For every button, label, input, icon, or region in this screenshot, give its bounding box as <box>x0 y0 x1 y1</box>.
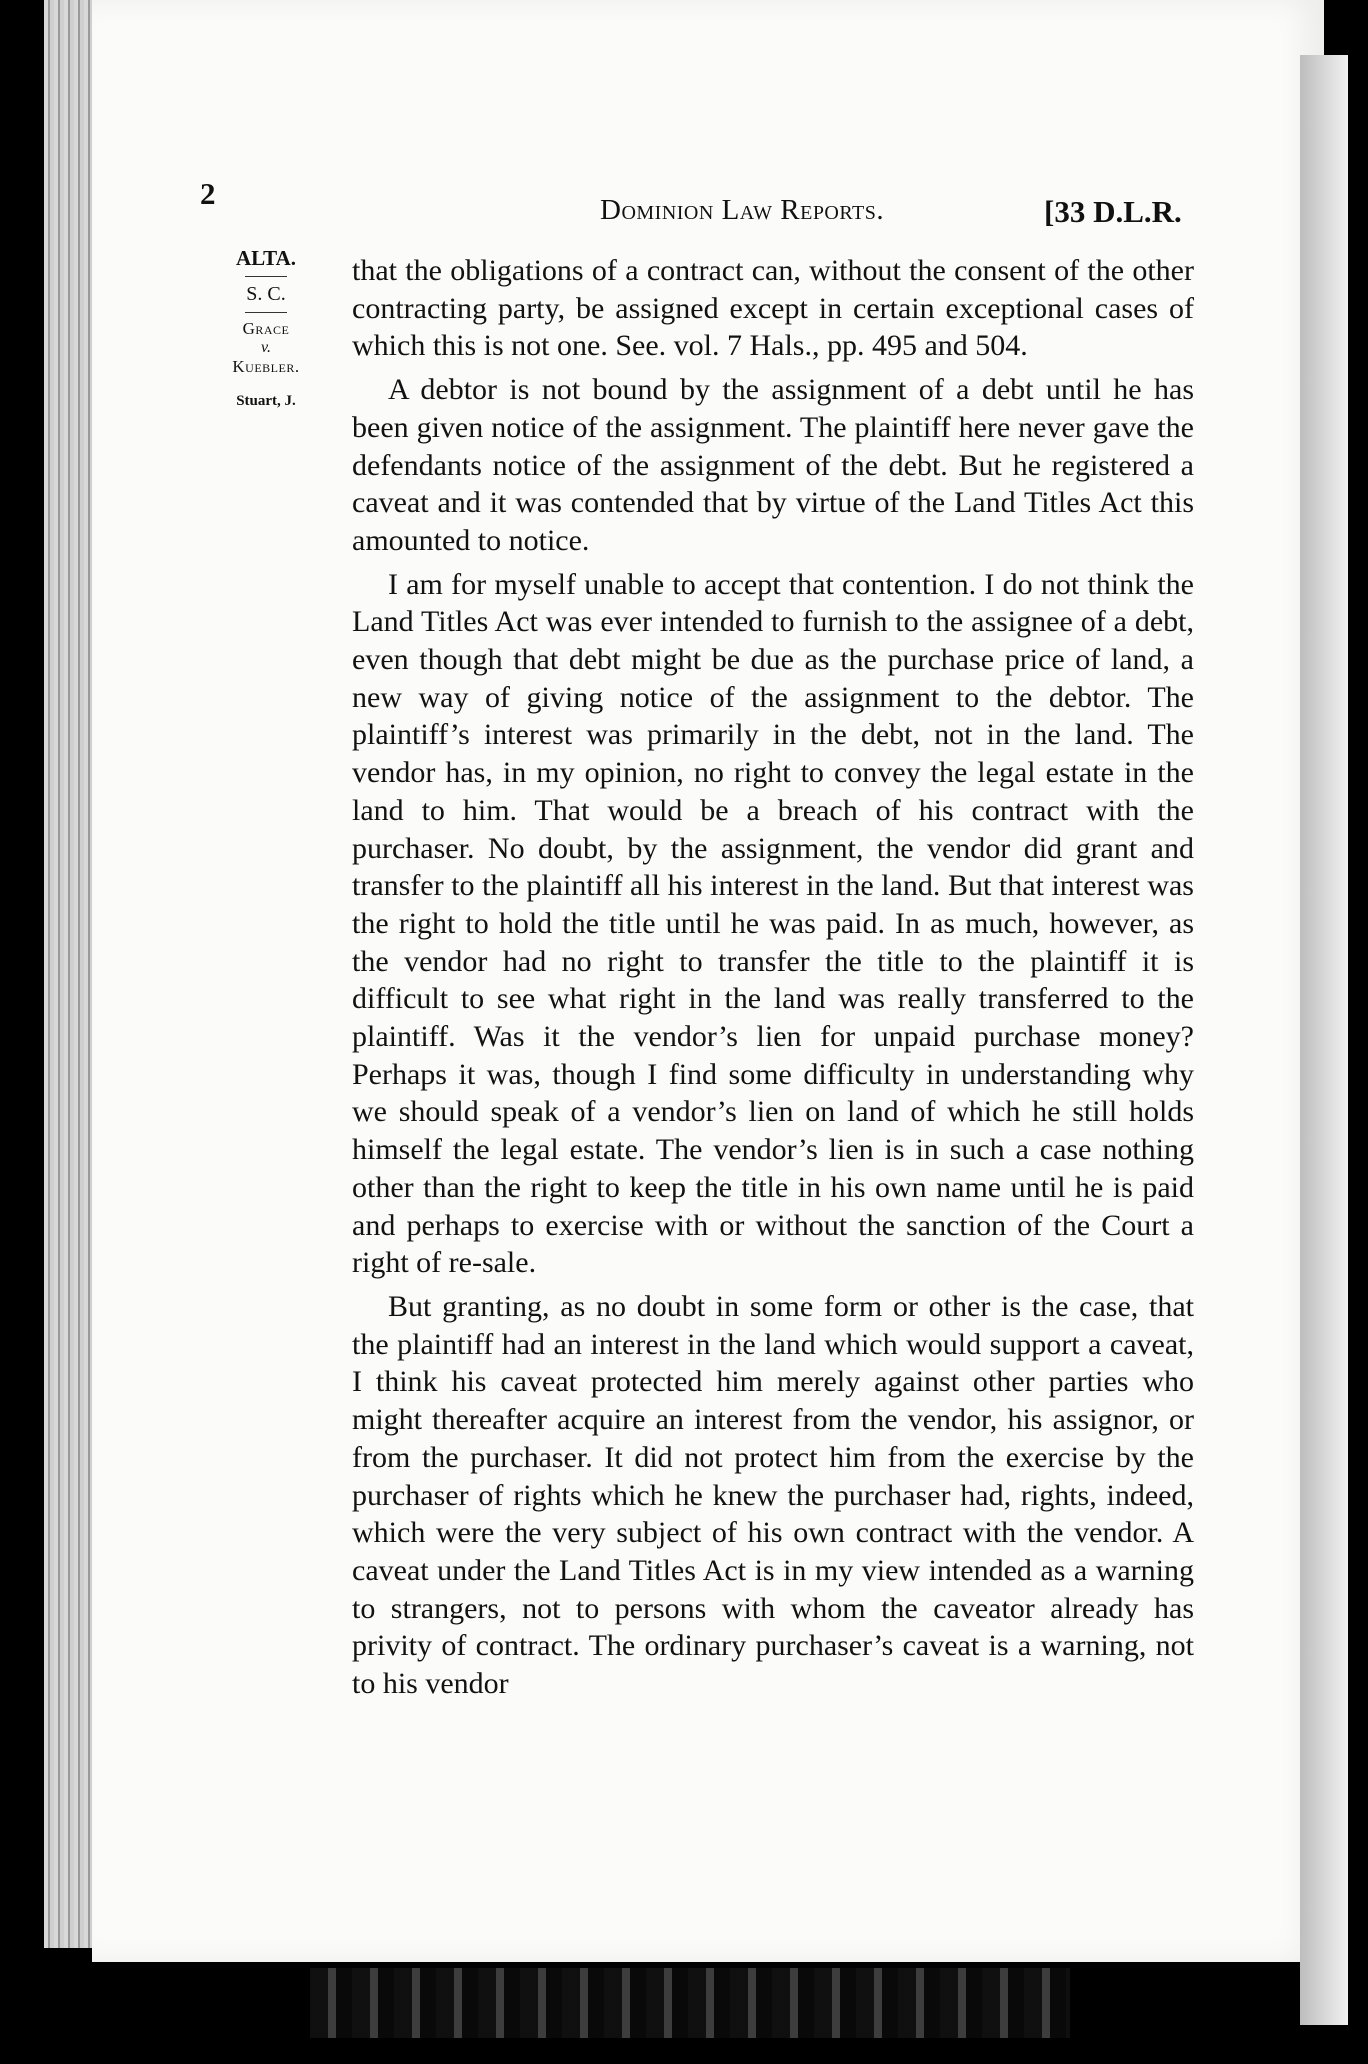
margin-judge: Stuart, J. <box>236 392 296 409</box>
margin-divider <box>245 312 287 313</box>
adjacent-page-edge <box>1300 55 1348 2025</box>
margin-notes <box>220 246 312 410</box>
margin-party-1: Grace <box>242 319 290 339</box>
body-paragraph: I am for myself unable to accept that contention. I do not think the Land Titles Act was ever intended to furnish to the assignee of a debt, even though that debt might be due as the purchase price of land, a new way of giving notice of the assignment to the debtor. The plaintiff’s interest was primarily in the debt, not in the land. The vendor has, in my opinion, no right to convey the legal estate in the land to him. That would be a breach of his contract with the purchaser. No doubt, by the assignment, the vendor did grant and transfer to the plaintiff all his interest in the land. But that interest was the right to hold the title until he was paid. In as much, however, as the vendor had no right to transfer the title to the plaintiff it is difficult to see what right in the land was really transferred to the plaintiff. Was it the vendor’s lien for unpaid purchase money? Perhaps it was, though I find some difficulty in understanding why we should speak of a vendor’s lien on land of which he still holds himself the legal estate. The vendor’s lien is in such a case nothing other than the right to keep the title in his own name until he is paid and perhaps to exercise with or without the sanction of the Court a right of re-sale. <box>352 567 1194 1280</box>
margin-court: ALTA. <box>235 246 297 270</box>
body-text <box>352 252 1194 1709</box>
body-paragraph: But granting, as no doubt in some form or other is the case, that the plaintiff had an interest in the land which would support a caveat, I think his caveat protected him merely against other parties who might thereafter acquire an interest from the vendor, his assignor, or from the purchaser. It did not protect him from the exercise by the purchaser of rights which he knew the purchaser had, rights, indeed, which were the very subject of his own contract with the vendor. A caveat under the Land Titles Act is in my view intended as a warning to strangers, not to persons with whom the caveator already has privity of contract. The ordinary purchaser’s caveat is a warning, not to his vendor <box>352 1289 1194 1701</box>
volume-reference: [33 D.L.R. <box>1044 194 1182 229</box>
page-bottom-edge <box>310 1968 1070 2038</box>
body-paragraph: that the obligations of a contract can, without the consent of the other contracting party, be assigned except in certain exceptional cases of which this is not one. See. vol. 7 Hals., pp. 495 and 504. <box>352 254 1194 363</box>
running-title: Dominion Law Reports. <box>600 194 885 226</box>
page-number: 2 <box>200 176 216 211</box>
margin-party-2: Kuebler. <box>232 357 300 377</box>
margin-versus: v. <box>261 338 271 356</box>
margin-divider <box>245 276 287 277</box>
body-paragraph: A debtor is not bound by the assignment of a debt until he has been given notice of the assignment. The plaintiff here never gave the defendants notice of the assignment of the debt. But he registered a caveat and it was contended that by virtue of the Land Titles Act this amounted to notice. <box>352 373 1194 557</box>
margin-division: S. C. <box>246 283 286 306</box>
